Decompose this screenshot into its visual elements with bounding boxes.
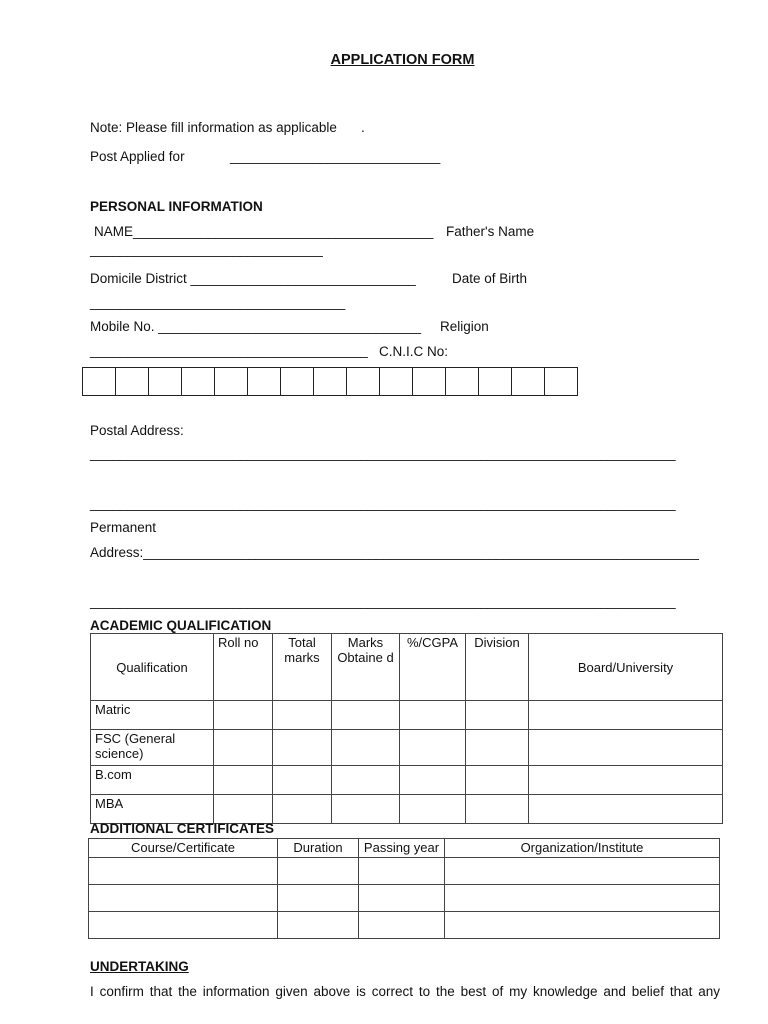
- cert-cell[interactable]: [359, 912, 445, 939]
- academic-cell[interactable]: [466, 766, 529, 795]
- academic-cell[interactable]: [214, 730, 273, 766]
- col-duration: Duration: [278, 839, 359, 858]
- cnic-digit-box[interactable]: [314, 368, 347, 396]
- table-row: [89, 858, 720, 885]
- permanent-label: Permanent: [90, 520, 157, 535]
- col-roll-no: Roll no: [214, 634, 273, 701]
- form-title: APPLICATION FORM: [330, 52, 475, 68]
- table-row: [89, 885, 720, 912]
- cnic-digit-box[interactable]: [545, 368, 578, 396]
- postal-address-line-2[interactable]: ______________________________________________________________________________: [90, 496, 676, 511]
- permanent-address-line-2[interactable]: ______________________________________________________________________________: [90, 594, 676, 609]
- academic-cell[interactable]: [529, 766, 723, 795]
- qualification-label: B.com: [91, 766, 214, 795]
- cert-cell[interactable]: [445, 858, 720, 885]
- cnic-digit-box[interactable]: [380, 368, 413, 396]
- cert-cell[interactable]: [445, 885, 720, 912]
- father-name-field[interactable]: _______________________________: [90, 242, 323, 257]
- note-dot: .: [361, 120, 365, 135]
- domicile-field[interactable]: Domicile District ______________________________: [90, 271, 416, 286]
- academic-cell[interactable]: [273, 795, 332, 824]
- cert-cell[interactable]: [89, 912, 278, 939]
- cert-cell[interactable]: [359, 858, 445, 885]
- dob-field[interactable]: __________________________________: [90, 295, 346, 310]
- undertaking-heading: UNDERTAKING: [90, 959, 189, 974]
- cnic-digit-box[interactable]: [347, 368, 380, 396]
- cert-cell[interactable]: [278, 912, 359, 939]
- table-row: [91, 730, 723, 766]
- permanent-address-field[interactable]: Address:__________________________________________________________________________: [90, 545, 699, 560]
- academic-cell[interactable]: [332, 730, 400, 766]
- cnic-digit-box[interactable]: [182, 368, 215, 396]
- academic-cell[interactable]: [529, 701, 723, 730]
- father-name-label: Father's Name: [446, 224, 535, 239]
- cnic-digit-box[interactable]: [116, 368, 149, 396]
- post-applied-label: Post Applied for: [90, 149, 185, 164]
- col-passing-year: Passing year: [359, 839, 445, 858]
- cnic-label: C.N.I.C No:: [379, 344, 449, 359]
- academic-cell[interactable]: [400, 795, 466, 824]
- cnic-boxes: [82, 367, 578, 396]
- cert-cell[interactable]: [89, 885, 278, 912]
- academic-cell[interactable]: [214, 766, 273, 795]
- academic-cell[interactable]: [529, 730, 723, 766]
- religion-label: Religion: [440, 319, 489, 334]
- academic-cell[interactable]: [466, 795, 529, 824]
- academic-cell[interactable]: [332, 766, 400, 795]
- academic-cell[interactable]: [466, 730, 529, 766]
- academic-cell[interactable]: [273, 730, 332, 766]
- col-cgpa: %/CGPA: [400, 634, 466, 701]
- academic-cell[interactable]: [529, 795, 723, 824]
- academic-cell[interactable]: [273, 701, 332, 730]
- col-organization: Organization/Institute: [445, 839, 720, 858]
- table-row: [91, 795, 723, 824]
- cert-cell[interactable]: [278, 858, 359, 885]
- academic-cell[interactable]: [332, 701, 400, 730]
- academic-cell[interactable]: [400, 730, 466, 766]
- cnic-digit-box[interactable]: [215, 368, 248, 396]
- cert-cell[interactable]: [278, 885, 359, 912]
- table-row: [91, 701, 723, 730]
- name-field[interactable]: NAME________________________________________: [94, 224, 434, 239]
- academic-cell[interactable]: [466, 701, 529, 730]
- col-division: Division: [466, 634, 529, 701]
- dob-label: Date of Birth: [452, 271, 528, 286]
- academic-cell[interactable]: [214, 795, 273, 824]
- table-row: [91, 766, 723, 795]
- col-board-university: Board/University: [529, 634, 723, 701]
- academic-cell[interactable]: [400, 766, 466, 795]
- cert-cell[interactable]: [89, 858, 278, 885]
- academic-cell[interactable]: [332, 795, 400, 824]
- certificates-heading: ADDITIONAL CERTIFICATES: [90, 821, 274, 836]
- mobile-field[interactable]: Mobile No. ___________________________________: [90, 319, 422, 334]
- qualification-label: Matric: [91, 701, 214, 730]
- cnic-digit-box[interactable]: [281, 368, 314, 396]
- cnic-digit-box[interactable]: [512, 368, 545, 396]
- post-applied-field[interactable]: ____________________________: [230, 149, 441, 164]
- academic-heading: ACADEMIC QUALIFICATION: [90, 618, 272, 633]
- certificates-table: [88, 838, 720, 939]
- col-total-marks: Total marks: [273, 634, 332, 701]
- cert-cell[interactable]: [359, 885, 445, 912]
- col-course-certificate: Course/Certificate: [89, 839, 278, 858]
- qualification-label: FSC (General science): [91, 730, 214, 766]
- cnic-digit-box[interactable]: [248, 368, 281, 396]
- undertaking-text: I confirm that the information given above is correct to the best of my knowledge and belief that any: [90, 984, 720, 999]
- academic-table: [90, 633, 723, 824]
- qualification-label: MBA: [91, 795, 214, 824]
- academic-cell[interactable]: [273, 766, 332, 795]
- academic-cell[interactable]: [400, 701, 466, 730]
- col-marks-obtained: Marks Obtaine d: [332, 634, 400, 701]
- personal-info-heading: PERSONAL INFORMATION: [90, 199, 263, 214]
- academic-cell[interactable]: [214, 701, 273, 730]
- postal-address-line-1[interactable]: ______________________________________________________________________________: [90, 446, 676, 461]
- col-qualification: Qualification: [91, 634, 214, 701]
- cnic-digit-box[interactable]: [413, 368, 446, 396]
- cnic-digit-box[interactable]: [446, 368, 479, 396]
- postal-address-label: Postal Address:: [90, 423, 184, 438]
- cnic-digit-box[interactable]: [479, 368, 512, 396]
- cnic-digit-box[interactable]: [149, 368, 182, 396]
- religion-field[interactable]: _____________________________________: [90, 343, 368, 358]
- table-row: [89, 912, 720, 939]
- cnic-digit-box[interactable]: [83, 368, 116, 396]
- cert-cell[interactable]: [445, 912, 720, 939]
- note-text: Note: Please fill information as applicable: [90, 120, 337, 135]
